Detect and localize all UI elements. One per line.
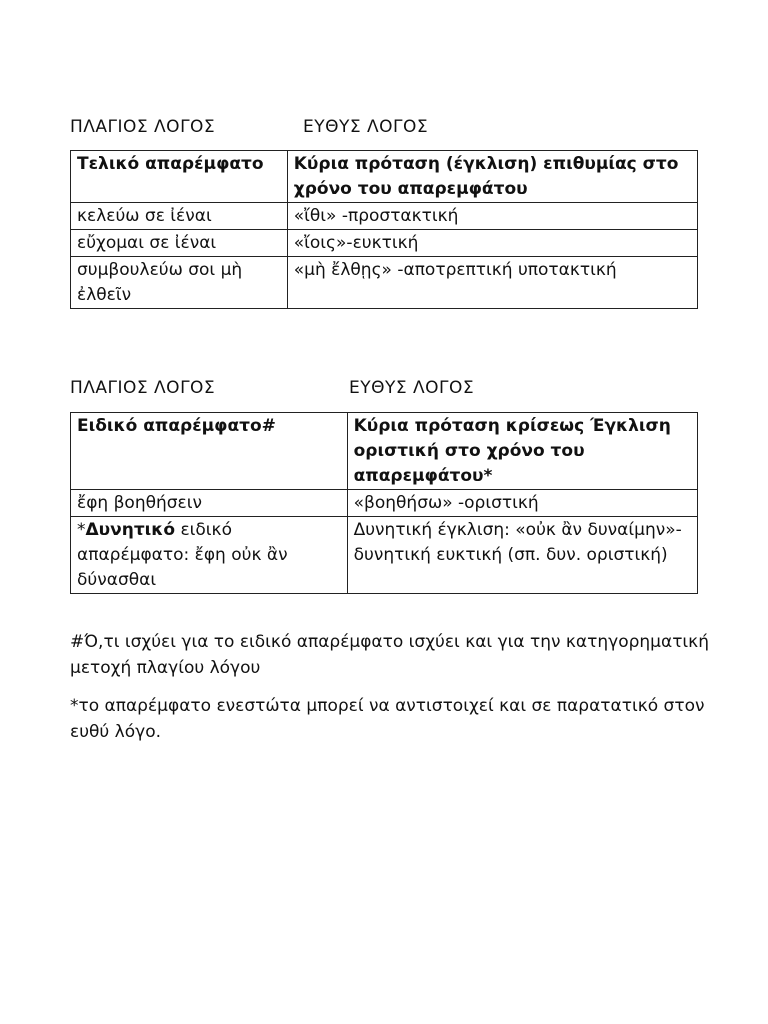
footnote-hash: #Ό,τι ισχύει για το ειδικό απαρέμφατο ισχύει και για την κατηγορηματική μετοχή πλαγίου λόγου [70,632,709,678]
section2-header-left: ΠΛΑΓΙΟΣ ΛΟΓΟΣ [70,378,216,398]
footnote-star: *το απαρέμφατο ενεστώτα μπορεί να αντιστοιχεί και σε παρατατικό στον ευθύ λόγο. [70,696,705,742]
col2-header: Κύρια πρόταση (έγκλιση) επιθυμίας στο χρόνο του απαρεμφάτου [287,151,697,203]
cell-text: ειδικό απαρέμφατο: ἔφη οὐκ ἂν δύνασθαι [77,520,288,590]
table-cell: κελεύω σε ἰέναι [71,203,288,230]
bold-term: Δυνητικό [85,520,176,540]
table-cell: εὔχομαι σε ἰέναι [71,230,288,257]
asterisk-mark: * [77,520,86,540]
table-cell: συμβουλεύω σοι μὴ ἐλθεῖν [71,257,288,309]
table-cell: Δυνητική έγκλιση: «οὐκ ἂν δυναίμην»- δυνητική ευκτική (σπ. δυν. οριστική) [347,517,697,594]
section2-header-right: ΕΥΘΥΣ ΛΟΓΟΣ [349,378,475,398]
table-cell: «βοηθήσω» -οριστική [347,490,697,517]
table-cell [71,517,348,594]
specific-infinitive-table [70,412,698,594]
table-row [71,230,698,257]
final-infinitive-table [70,150,698,309]
table-cell: «ἴθι» -προστακτική [287,203,697,230]
table-row [71,517,698,594]
table-row [71,257,698,309]
col1-header: Ειδικό απαρέμφατο# [71,413,348,490]
table-row [71,490,698,517]
table-header-row [71,151,698,203]
table-header-row [71,413,698,490]
col2-header: Κύρια πρόταση κρίσεως Έγκλιση οριστική στο χρόνο του απαρεμφάτου* [347,413,697,490]
section1-header-right: ΕΥΘΥΣ ΛΟΓΟΣ [303,117,429,137]
section1-header-left: ΠΛΑΓΙΟΣ ΛΟΓΟΣ [70,117,216,137]
table-row [71,203,698,230]
col1-header: Τελικό απαρέμφατο [71,151,288,203]
table-cell: «μὴ ἔλθῃς» -αποτρεπτική υποτακτική [287,257,697,309]
table-cell: «ἴοις»-ευκτική [287,230,697,257]
table-cell: ἔφη βοηθήσειν [71,490,348,517]
